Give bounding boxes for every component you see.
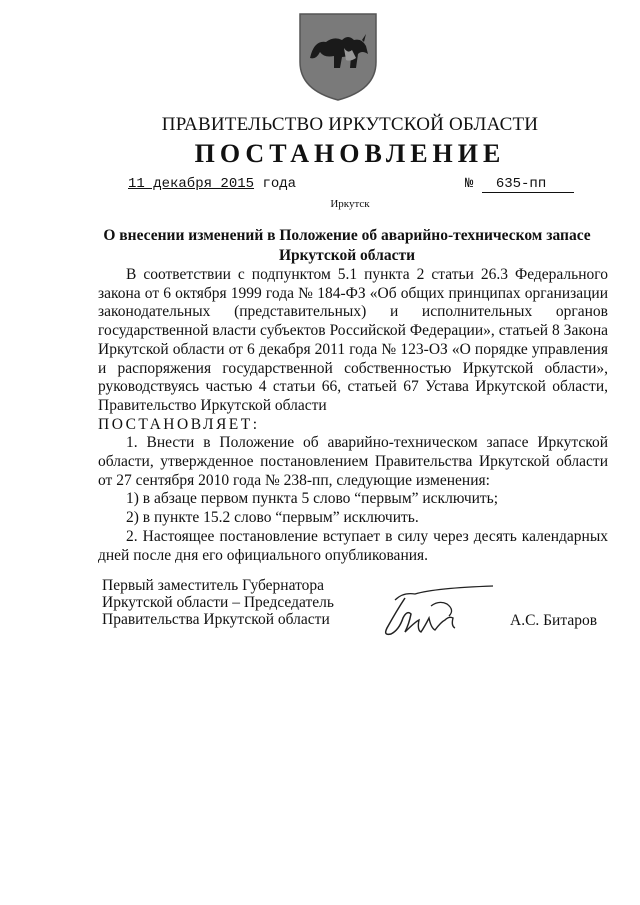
document-title: О внесении изменений в Положение об аварийно-техническом запасе Иркутской области <box>103 227 591 264</box>
coat-of-arms-emblem <box>296 10 380 104</box>
city-name: Иркутск <box>330 198 370 210</box>
document-date <box>128 176 296 192</box>
government-title: ПРАВИТЕЛЬСТВО ИРКУТСКОЙ ОБЛАСТИ <box>161 114 539 135</box>
position-line-1: Первый заместитель Губернатора <box>102 577 325 594</box>
item-2-paragraph: 2. Настоящее постановление вступает в силу через десять календарных дней после дня его официального опубликования. <box>98 527 608 564</box>
preamble-paragraph: В соответствии с подпунктом 5.1 пункта 2 статьи 26.3 Федерального закона от 6 октября 1999 года № 184-ФЗ «Об общих принципах организации законодательных (представительных) и исполнительных органов государственной власти субъектов Российской Федерации», статьей 8 Закона Иркутской области от 6 декабря 2011 года № 123-ОЗ «О порядке управления и распоряжения государственной собственностью Иркутской области», руководствуясь частью 4 статьи 66, статьей 67 Устава Иркутской области, Правительство Иркутской области <box>98 266 608 414</box>
number-sign: № <box>465 176 474 192</box>
document-number <box>465 176 574 193</box>
signatory-position <box>102 577 334 628</box>
handwritten-signature <box>375 570 495 642</box>
item-1-subitem-2: 2) в пункте 15.2 слово “первым” исключить. <box>126 509 419 527</box>
document-type-heading: ПОСТАНОВЛЕНИЕ <box>194 139 506 168</box>
decree-word: ПОСТАНОВЛЯЕТ: <box>98 415 260 433</box>
document-body <box>98 266 608 565</box>
number-value: 635-пп <box>482 177 574 193</box>
item-1-subitem-1: 1) в абзаце первом пункта 5 слово “первым” исключить; <box>126 490 499 508</box>
date-value: 11 декабря 2015 <box>128 176 255 192</box>
position-line-2: Иркутской области – Председатель <box>102 594 334 611</box>
position-line-3: Правительства Иркутской области <box>102 611 330 628</box>
item-1-paragraph: 1. Внести в Положение об аварийно-техническом запасе Иркутской области, утвержденное постановлением Правительства Иркутской области от 27 сентября 2010 года № 238-пп, следующие изменения: <box>98 434 608 489</box>
signatory-name: А.С. Битаров <box>510 612 598 629</box>
date-suffix: года <box>262 176 297 192</box>
